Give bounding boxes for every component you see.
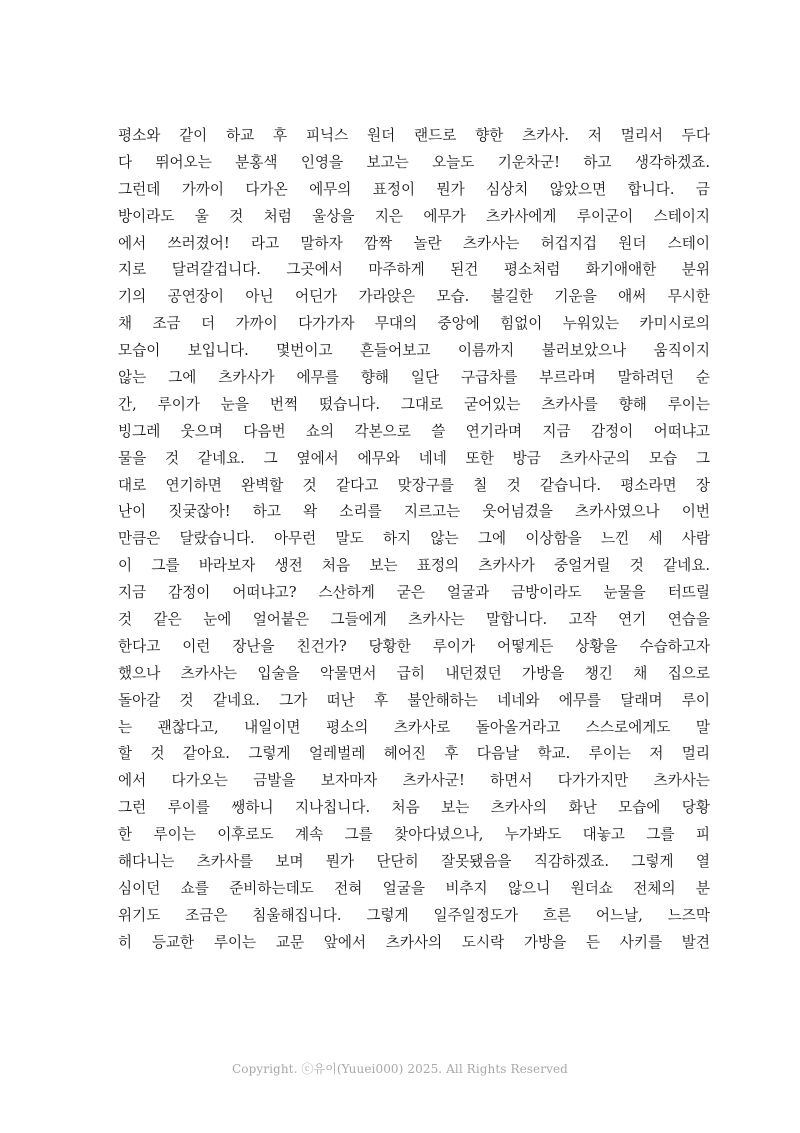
text-line: 이 그를 바라보자 생전 처음 보는 표정의 츠카사가 중얼거릴 것 같네요. [118,557,710,575]
text-line: 빙그레 웃으며 다음번 쇼의 각본으로 쓸 연기라며 지금 감정이 어떠냐고 [118,422,710,440]
text-line: 대로 연기하면 완벽할 것 같다고 맞장구를 칠 것 같습니다. 평소라면 장 [118,476,710,494]
text-line: 물을 것 같네요. 그 옆에서 에무와 네네 또한 방금 츠카사군의 모습 그 [118,449,710,467]
text-line: 만큼은 달랐습니다. 아무런 말도 하지 않는 그에 이상함을 느낀 세 사람 [118,530,710,548]
text-line: 했으나 츠카사는 입술을 악물면서 급히 내던졌던 가방을 챙긴 채 집으로 [118,664,710,682]
text-line: 간, 루이가 눈을 번쩍 떴습니다. 그대로 굳어있는 츠카사를 향해 루이는 [118,395,710,413]
text-line: 그런데 가까이 다가온 에무의 표정이 뭔가 심상치 않았으면 합니다. 금 [118,180,710,198]
text-line: 모습이 보입니다. 몇번이고 흔들어보고 이름까지 불러보았으나 움직이지 [118,342,710,360]
text-line: 심이던 쇼를 준비하는데도 전혀 얼굴을 비추지 않으니 원더쇼 전체의 분 [118,879,710,897]
text-line: 에서 쓰러졌어! 라고 말하자 깜짝 놀란 츠카사는 허겁지겁 원더 스테이 [118,234,710,252]
text-line: 한 루이는 이후로도 계속 그를 찾아다녔으나, 누가봐도 대놓고 그를 피 [118,826,710,844]
text-line: 에서 다가오는 금발을 보자마자 츠카사군! 하면서 다가가지만 츠카사는 [118,772,710,790]
text-line: 해다니는 츠카사를 보며 뭔가 단단히 잘못됐음을 직감하겠죠. 그렇게 열 [118,853,710,871]
body-paragraph [118,123,710,957]
text-line: 히 등교한 루이는 교문 앞에서 츠카사의 도시락 가방을 든 사키를 발견 [118,933,710,951]
text-line: 다 뛰어오는 분홍색 인영을 보고는 오늘도 기운차군! 하고 생각하겠죠. [118,153,710,171]
text-line: 위기도 조금은 침울해집니다. 그렇게 일주일정도가 흐른 어느날, 느즈막 [118,906,710,924]
text-line: 방이라도 울 것 처럼 울상을 지은 에무가 츠카사에게 루이군이 스테이지 [118,207,710,225]
text-line: 채 조금 더 가까이 다가가자 무대의 중앙에 힘없이 누워있는 카미시로의 [118,315,710,333]
text-line: 기의 공연장이 아닌 어딘가 가라앉은 모습. 불길한 기운을 애써 무시한 [118,288,710,306]
text-line: 않는 그에 츠카사가 에무를 향해 일단 구급차를 부르라며 말하려던 순 [118,369,710,387]
text-line: 지금 감정이 어떠냐고? 스산하게 굳은 얼굴과 금방이라도 눈물을 터뜨릴 [118,584,710,602]
copyright-footer: Copyright. ⓒ유이(Yuuei000) 2025. All Rights Reserved [232,1062,568,1076]
text-line: 지로 달려갈겁니다. 그곳에서 마주하게 된건 평소처럼 화기애애한 분위 [118,261,710,279]
text-line: 평소와 같이 하교 후 피닉스 원더 랜드로 향한 츠카사. 저 멀리서 두다 [118,127,710,144]
text-line: 는 괜찮다고, 내일이면 평소의 츠카사로 돌아올거라고 스스로에게도 말 [118,718,710,736]
text-line: 난이 짓궂잖아! 하고 왁 소리를 지르고는 웃어넘겼을 츠카사였으나 이번 [118,503,710,521]
text-line: 그런 루이를 쌩하니 지나칩니다. 처음 보는 츠카사의 화난 모습에 당황 [118,799,710,817]
text-line: 할 것 같아요. 그렇게 얼레벌레 헤어진 후 다음날 학교. 루이는 저 멀리 [118,745,710,763]
text-line: 것 같은 눈에 얼어붙은 그들에게 츠카사는 말합니다. 고작 연기 연습을 [118,611,710,629]
text-line: 돌아갈 것 같네요. 그가 떠난 후 불안해하는 네네와 에무를 달래며 루이 [118,691,710,709]
text-line: 한다고 이런 장난을 친건가? 당황한 루이가 어떻게든 상황을 수습하고자 [118,637,710,655]
